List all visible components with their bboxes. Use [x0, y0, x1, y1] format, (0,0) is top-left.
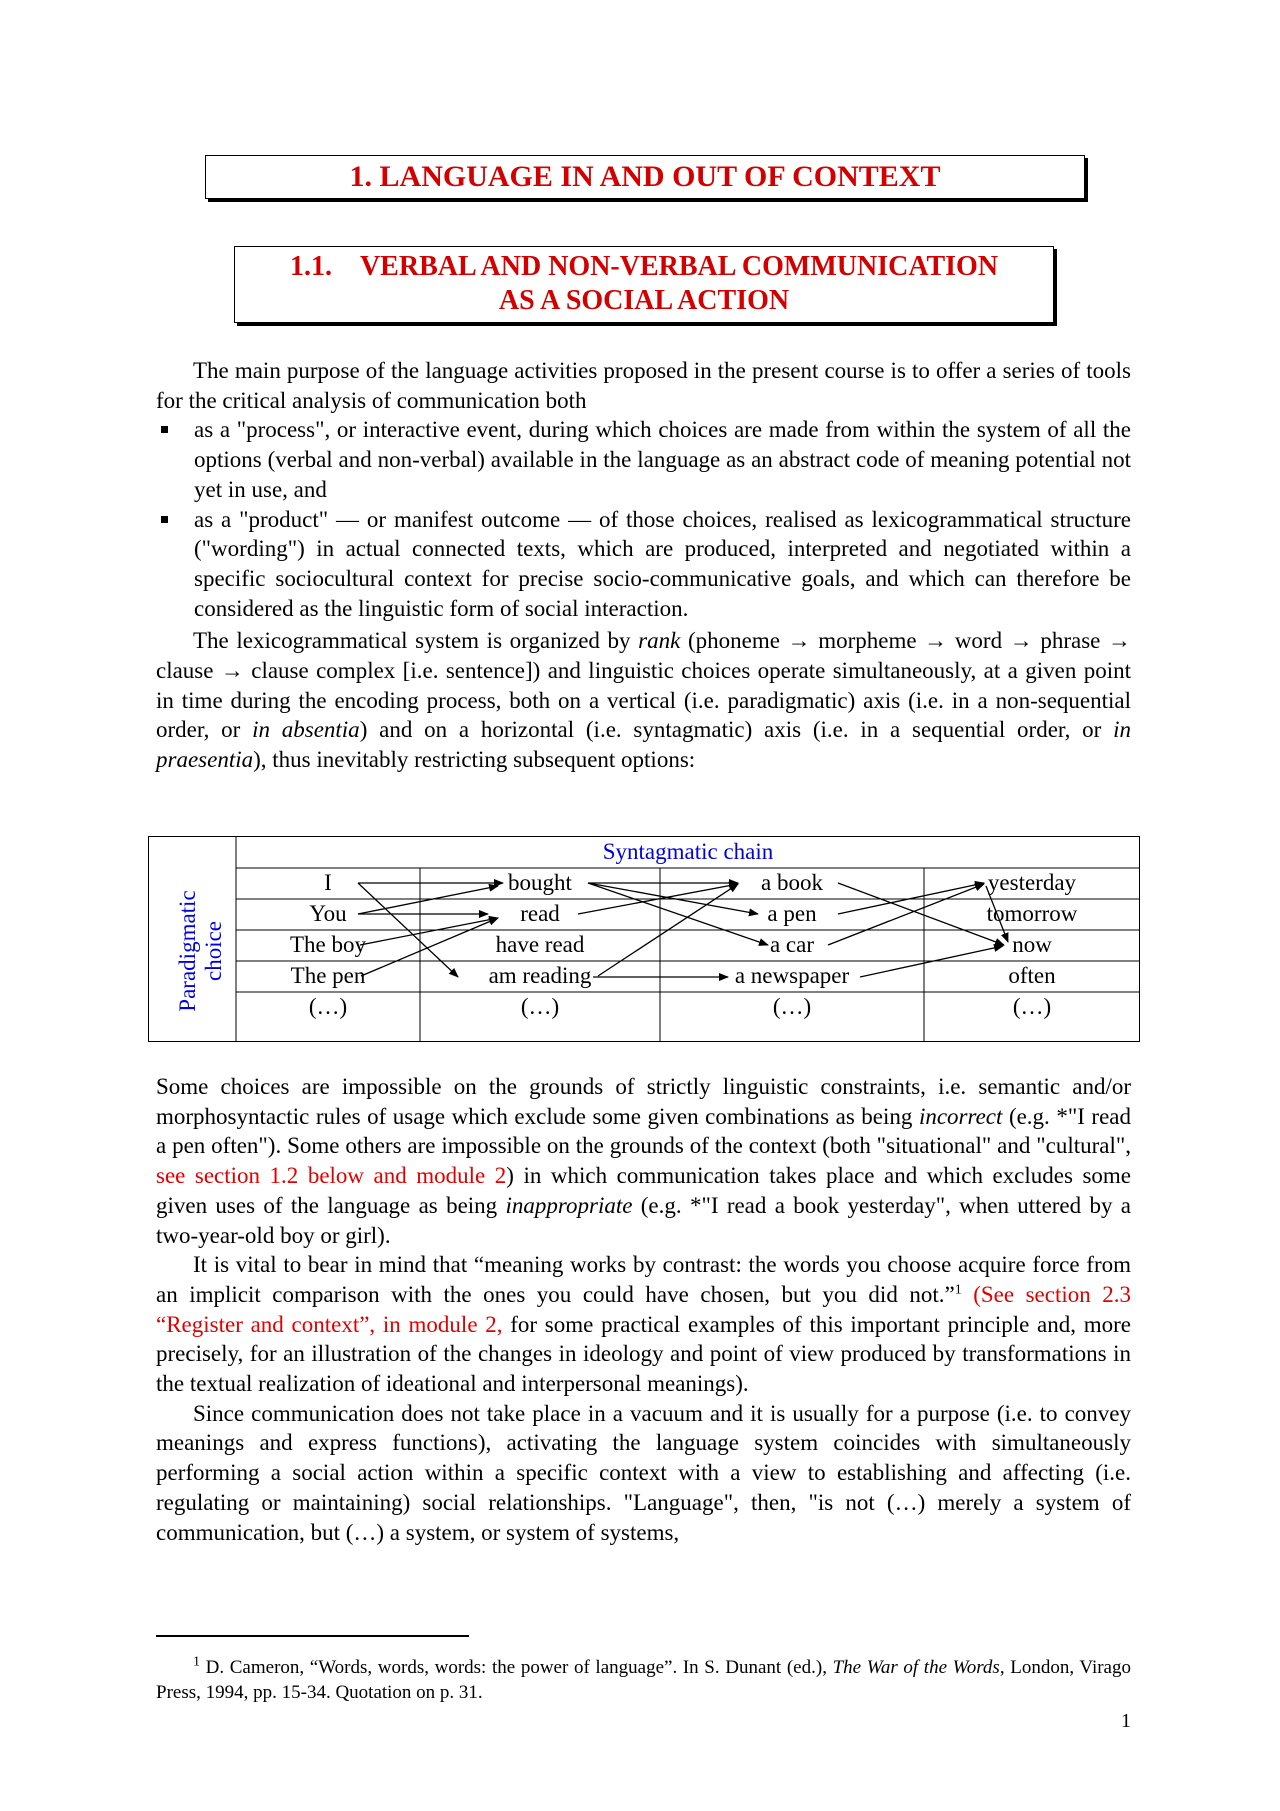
vital-paragraph	[156, 1250, 1131, 1399]
section-number: 1.1.	[289, 251, 332, 282]
footnote	[156, 1655, 1131, 1705]
choices-paragraph	[156, 1072, 1131, 1250]
footnote-book-title: The War of the Words	[832, 1657, 1000, 1678]
paradigmatic-axis-label	[175, 856, 227, 1046]
rank-text-d: ), thus inevitably restricting subsequent options:	[253, 747, 696, 773]
table-cell: The pen	[290, 963, 366, 988]
page-number: 1	[1121, 1710, 1131, 1732]
rank-paragraph	[156, 626, 1131, 775]
syntagmatic-header: Syntagmatic chain	[602, 839, 774, 864]
table-cell: a newspaper	[734, 963, 850, 988]
absentia-term: in absentia	[252, 717, 360, 743]
choices-text-d: (e.g. *"I read a book yesterday", when uttered by a two-year-old boy or girl).	[156, 1192, 1131, 1248]
table-cell: (…)	[520, 994, 560, 1019]
praesentia-term: in praesentia	[156, 717, 1131, 773]
section-title-line2: AS A SOCIAL ACTION	[498, 285, 790, 316]
table-cell: bought	[508, 870, 572, 895]
footnote-divider	[156, 1635, 469, 1637]
since-paragraph: Since communication does not take place in a vacuum and it is usually for a purpose (i.e. to convey meanings and express functions), activating the language system coincides with simultaneously performing a social action within a specific context with a view to establishing and affecting (i.e. regulating or maintaining) social relationships. "Language", then, "is not (…) merely a system of communication, but (…) a system, or system of systems,	[156, 1400, 1131, 1545]
chapter-heading: 1. LANGUAGE IN AND OUT OF CONTEXT	[205, 155, 1085, 199]
side-label-line1: Paradigmatic	[175, 890, 200, 1012]
body-top	[156, 356, 1131, 775]
table-cell: read	[520, 901, 560, 926]
table-cell: a pen	[767, 901, 817, 926]
choices-text-b: (e.g. *"I read a pen often"). Some others are impossible on the grounds of the context (both "situational" and "cultural",	[156, 1103, 1131, 1159]
footnote-mark: 1	[193, 1654, 200, 1670]
incorrect-term: incorrect	[918, 1103, 1003, 1129]
table-cell: often	[1008, 963, 1056, 988]
footnote-reference[interactable]: 1	[954, 1282, 962, 1298]
bullet-list	[156, 415, 1131, 623]
paradigm-syntagm-table	[148, 836, 1140, 1042]
table-cell: You	[309, 901, 347, 926]
vital-quote: It is vital to bear in mind that “meaning works by contrast: the words you choose acquire force from an implicit comparison with the ones you could have chosen, but you did not.”	[156, 1252, 1131, 1307]
vital-text-b: for some practical examples of this important principle and, more precisely, for an illustration of the changes in ideology and point of view produced by transformations in the textual realization of ideational and interpersonal meanings).	[156, 1311, 1131, 1397]
table-cell: a car	[769, 932, 815, 957]
table-cell: a book	[761, 870, 823, 895]
table-cell: have read	[495, 932, 585, 957]
register-context-link[interactable]: (See section 2.3 “Register and context”, in module 2,	[156, 1281, 1131, 1337]
side-label-line2: choice	[201, 921, 226, 982]
choices-text-c: ) in which communication takes place and which excludes some given uses of the language as being	[156, 1163, 1132, 1218]
inappropriate-term: inappropriate	[505, 1192, 633, 1218]
bullet-item-product: as a "product" — or manifest outcome — of those choices, realised as lexicogrammatical structure ("wording") in actual connected texts, which are produced, interpreted and negotiated within a specific sociocultural context for precise socio-communicative goals, and which can therefore be considered as the linguistic form of social interaction.	[156, 505, 1131, 624]
bullet-item-process: as a "process", or interactive event, during which choices are made from within the system of all the options (verbal and non-verbal) available in the language as an abstract code of meaning potential not yet in use, and	[156, 415, 1131, 504]
body-bottom	[156, 1072, 1131, 1547]
section-module-link[interactable]: see section 1.2 below and module 2	[156, 1163, 507, 1189]
table-cell: am reading	[488, 963, 592, 988]
table-cell: tomorrow	[986, 901, 1078, 926]
section-heading	[234, 246, 1054, 323]
rank-text-c: ) and on a horizontal (i.e. syntagmatic) axis (i.e. in a sequential order, or	[359, 717, 1114, 743]
table-cell: I	[324, 870, 332, 895]
table-cell: (…)	[772, 994, 812, 1019]
table-cell: now	[1012, 932, 1052, 957]
footnote-text-a: D. Cameron, “Words, words, words: the power of language”. In S. Dunant (ed.),	[200, 1657, 833, 1678]
table-cell: (…)	[1012, 994, 1052, 1019]
table-cell: (…)	[308, 994, 348, 1019]
intro-paragraph: The main purpose of the language activities proposed in the present course is to offer a series of tools for the critical analysis of communication both	[156, 358, 1131, 413]
table-cell: The boy	[289, 932, 366, 957]
choices-text-a: Some choices are impossible on the grounds of strictly linguistic constraints, i.e. semantic and/or morphosyntactic rules of usage which exclude some given combinations as being	[156, 1074, 1131, 1129]
section-heading-line1	[235, 250, 1053, 284]
section-title-line1: VERBAL AND NON-VERBAL COMMUNICATION	[359, 251, 999, 282]
table-cell: yesterday	[987, 870, 1077, 895]
rank-text-b: (phoneme → morpheme → word → phrase → clause → clause complex [i.e. sentence]) and linguistic choices operate simultaneously, at a given point in time during the encoding process, both on a vertical (i.e. paradigmatic) axis (i.e. in a non-sequential order, or	[156, 628, 1131, 743]
rank-term: rank	[638, 628, 681, 654]
rank-text-a: The lexicogrammatical system is organized by	[193, 628, 639, 654]
footnote-text-b: , London, Virago Press, 1994, pp. 15-34. Quotation on p. 31.	[156, 1657, 1131, 1703]
